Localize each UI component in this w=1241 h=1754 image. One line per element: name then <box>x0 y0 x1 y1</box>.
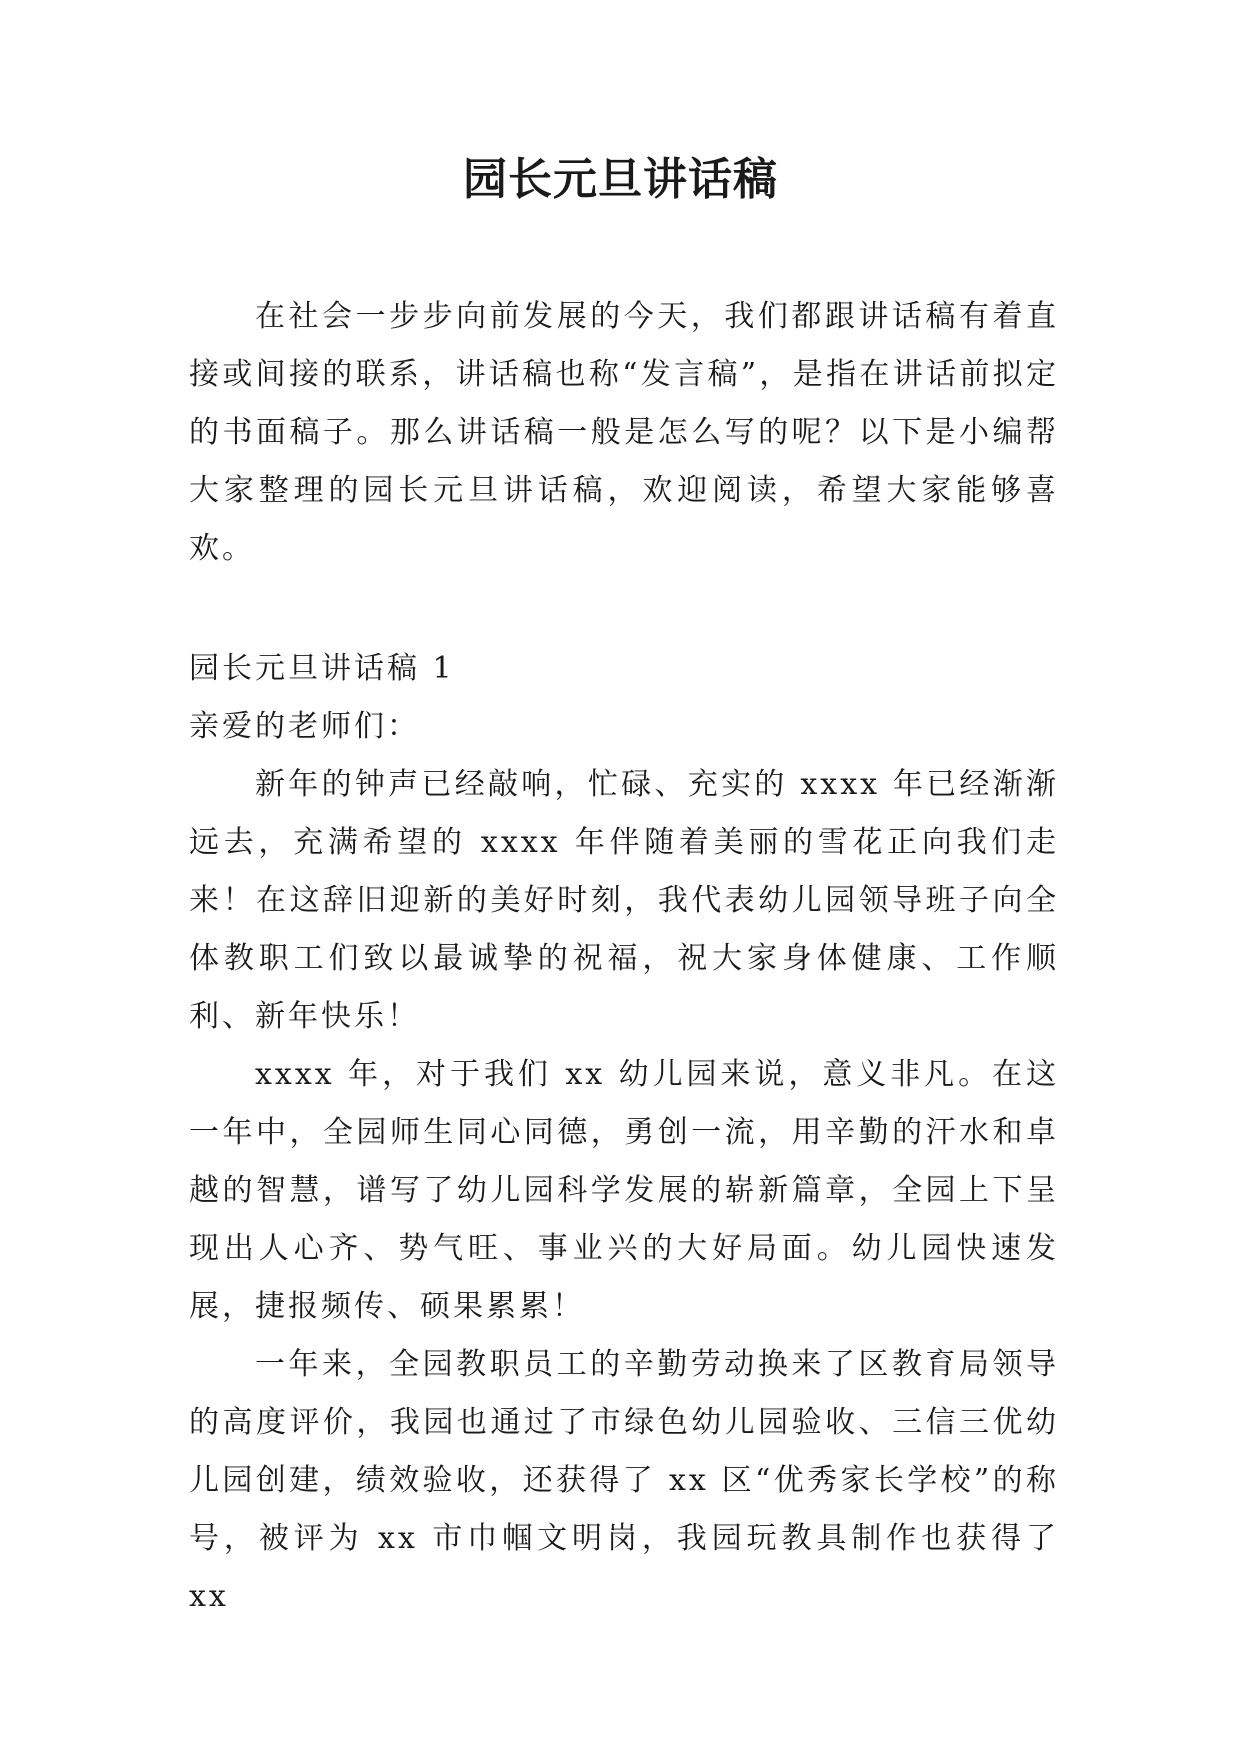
intro-paragraph: 在社会一步步向前发展的今天，我们都跟讲话稿有着直接或间接的联系，讲话稿也称“发言稿”，是指在讲话前拟定的书面稿子。那么讲话稿一般是怎么写的呢？以下是小编帮大家整理的园长元旦讲话稿，欢迎阅读，希望大家能够喜欢。 <box>189 299 1059 566</box>
section-heading: 园长元旦讲话稿 1 <box>189 651 455 686</box>
intro-block <box>189 288 1059 578</box>
document-title: 园长元旦讲话稿 <box>463 154 778 205</box>
body-paragraph: xxxx 年，对于我们 xx 幼儿园来说，意义非凡。在这一年中，全园师生同心同德，勇创一流，用辛勤的汗水和卓越的智慧，谱写了幼儿园科学发展的崭新篇章，全园上下呈现出人心齐、势气旺、事业兴的大好局面。幼儿园快速发展，捷报频传、硕果累累！ <box>189 1057 1059 1324</box>
body-paragraph: 新年的钟声已经敲响，忙碌、充实的 xxxx 年已经渐渐远去，充满希望的 xxxx 年伴随着美丽的雪花正向我们走来！在这辞旧迎新的美好时刻，我代表幼儿园领导班子向全体教职工们致以最诚挚的祝福，祝大家身体健康、工作顺利、新年快乐！ <box>189 767 1059 1034</box>
salutation: 亲爱的老师们： <box>189 709 420 744</box>
speech-section <box>189 640 1059 1626</box>
body-paragraph: 一年来，全园教职员工的辛勤劳动换来了区教育局领导的高度评价，我园也通过了市绿色幼儿园验收、三信三优幼儿园创建，绩效验收，还获得了 xx 区“优秀家长学校”的称号，被评为 xx 市巾帼文明岗，我园玩教具制作也获得了 xx <box>189 1347 1059 1614</box>
